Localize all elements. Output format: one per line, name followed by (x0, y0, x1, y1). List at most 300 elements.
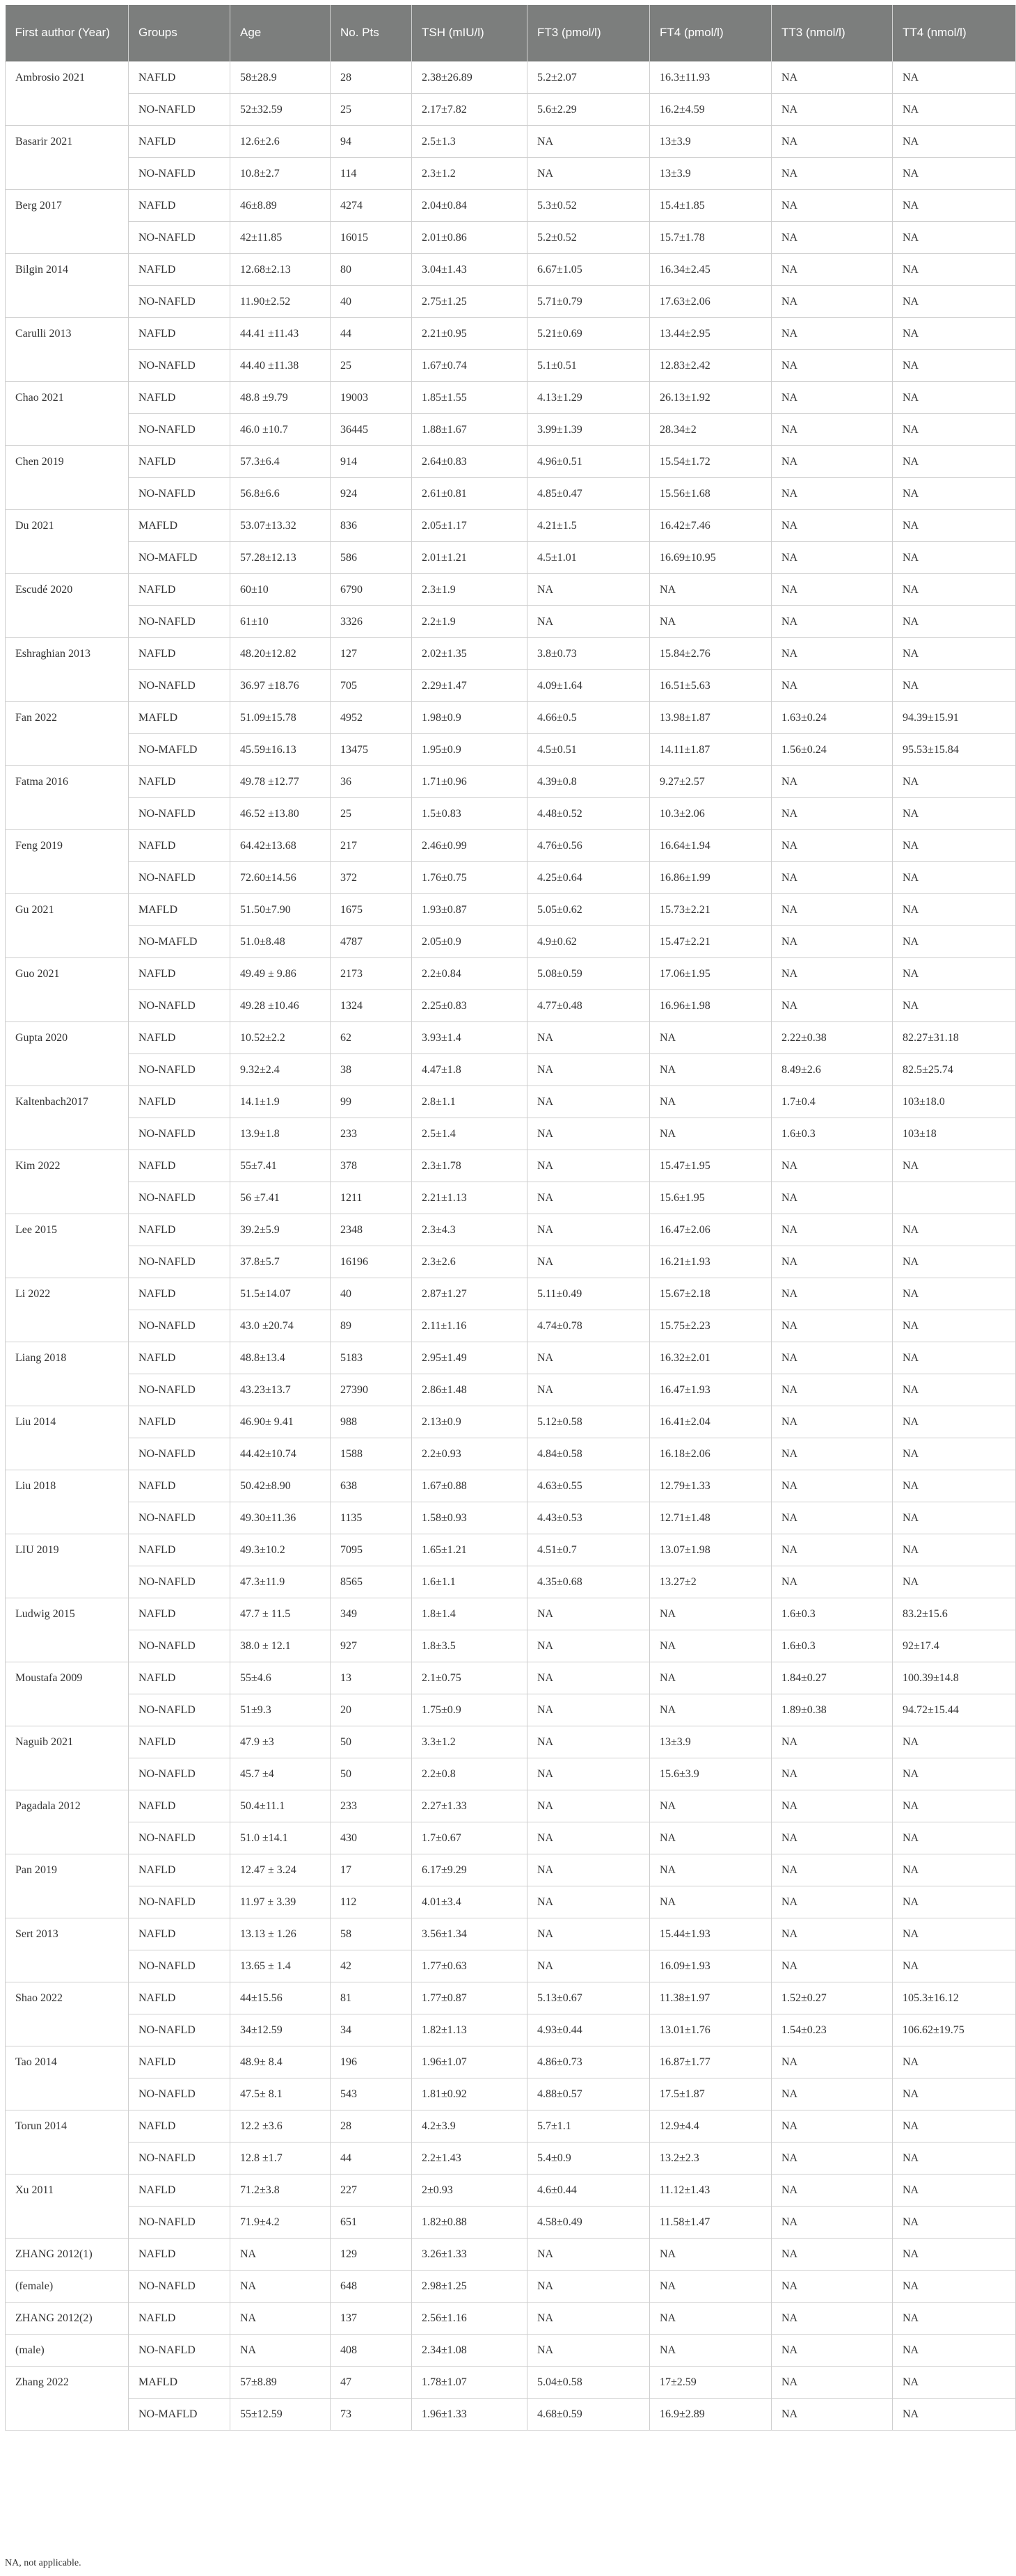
cell-ft4: 16.2±4.59 (650, 94, 772, 126)
cell-ft3: NA (527, 1726, 650, 1758)
cell-first-author: LIU 2019 (6, 1534, 129, 1598)
cell-tt3: NA (772, 350, 893, 382)
cell-age: 13.13 ± 1.26 (230, 1918, 331, 1950)
cell-tt3: NA (772, 1406, 893, 1438)
cell-ft3: NA (527, 1150, 650, 1182)
cell-ft3: 4.77±0.48 (527, 990, 650, 1022)
cell-ft4: 16.9±2.89 (650, 2399, 772, 2431)
cell-first-author: Feng 2019 (6, 830, 129, 894)
cell-ft4: NA (650, 2335, 772, 2367)
cell-first-author: Ludwig 2015 (6, 1598, 129, 1662)
cell-tsh: 2.3±2.6 (412, 1246, 527, 1278)
cell-groups: NO-NAFLD (129, 2271, 230, 2303)
cell-age: 9.32±2.4 (230, 1054, 331, 1086)
cell-tsh: 3.93±1.4 (412, 1022, 527, 1054)
cell-groups: NO-NAFLD (129, 1246, 230, 1278)
cell-tsh: 1.78±1.07 (412, 2367, 527, 2399)
table-row (6, 2014, 1016, 2046)
cell-ft3: NA (527, 1630, 650, 1662)
cell-ft3: 4.68±0.59 (527, 2399, 650, 2431)
table-row (6, 670, 1016, 702)
cell-no-pts: 227 (331, 2175, 412, 2207)
cell-tt4: NA (893, 190, 1016, 222)
cell-tt3: NA (772, 414, 893, 446)
cell-age: 46.52 ±13.80 (230, 798, 331, 830)
table-row (6, 1502, 1016, 1534)
cell-ft3: 5.13±0.67 (527, 1982, 650, 2014)
cell-ft4: 15.7±1.78 (650, 222, 772, 254)
cell-tt4: NA (893, 1278, 1016, 1310)
table-row (6, 1982, 1016, 2014)
cell-tsh: 1.93±0.87 (412, 894, 527, 926)
cell-tt4: NA (893, 1726, 1016, 1758)
cell-ft4: 16.34±2.45 (650, 254, 772, 286)
cell-groups: NAFLD (129, 1022, 230, 1054)
cell-ft3: NA (527, 1182, 650, 1214)
cell-ft4: 14.11±1.87 (650, 734, 772, 766)
cell-age: 48.20±12.82 (230, 638, 331, 670)
cell-groups: NAFLD (129, 1470, 230, 1502)
cell-ft4: 12.83±2.42 (650, 350, 772, 382)
cell-tsh: 2.11±1.16 (412, 1310, 527, 1342)
cell-ft4: 15.73±2.21 (650, 894, 772, 926)
cell-no-pts: 38 (331, 1054, 412, 1086)
cell-tsh: 2.34±1.08 (412, 2335, 527, 2367)
cell-tt4: 106.62±19.75 (893, 2014, 1016, 2046)
cell-ft3: 4.63±0.55 (527, 1470, 650, 1502)
table-row (6, 286, 1016, 318)
cell-age: 11.97 ± 3.39 (230, 1886, 331, 1918)
cell-no-pts: 36445 (331, 414, 412, 446)
cell-ft4: NA (650, 1086, 772, 1118)
cell-first-author: Fan 2022 (6, 702, 129, 766)
cell-tt3: NA (772, 958, 893, 990)
table-row (6, 1310, 1016, 1342)
cell-tt4: 94.72±15.44 (893, 1694, 1016, 1726)
cell-groups: NO-NAFLD (129, 1054, 230, 1086)
cell-ft4: 13.98±1.87 (650, 702, 772, 734)
cell-no-pts: 372 (331, 862, 412, 894)
cell-ft3: 4.13±1.29 (527, 382, 650, 414)
cell-ft4: 16.18±2.06 (650, 1438, 772, 1470)
cell-ft4: NA (650, 1694, 772, 1726)
cell-ft4: 11.58±1.47 (650, 2207, 772, 2239)
cell-tsh: 2.3±1.78 (412, 1150, 527, 1182)
cell-no-pts: 44 (331, 2142, 412, 2175)
cell-age: 47.7 ± 11.5 (230, 1598, 331, 1630)
cell-groups: NAFLD (129, 126, 230, 158)
cell-tt4: NA (893, 542, 1016, 574)
cell-no-pts: 2348 (331, 1214, 412, 1246)
cell-tsh: 1.75±0.9 (412, 1694, 527, 1726)
cell-first-author: Carulli 2013 (6, 318, 129, 382)
cell-ft4: 16.21±1.93 (650, 1246, 772, 1278)
cell-tsh: 3.3±1.2 (412, 1726, 527, 1758)
cell-groups: NAFLD (129, 1662, 230, 1694)
cell-no-pts: 34 (331, 2014, 412, 2046)
cell-tt4: NA (893, 1950, 1016, 1982)
cell-groups: NO-NAFLD (129, 350, 230, 382)
cell-age: 49.78 ±12.77 (230, 766, 331, 798)
cell-no-pts: 50 (331, 1726, 412, 1758)
cell-ft4: 12.71±1.48 (650, 1502, 772, 1534)
cell-first-author: Pagadala 2012 (6, 1790, 129, 1854)
cell-age: 46.90± 9.41 (230, 1406, 331, 1438)
cell-tt3: NA (772, 382, 893, 414)
cell-groups: NAFLD (129, 190, 230, 222)
cell-tt3: NA (772, 894, 893, 926)
cell-first-author: (male) (6, 2335, 129, 2367)
cell-tsh: 1.5±0.83 (412, 798, 527, 830)
table-row (6, 1022, 1016, 1054)
cell-no-pts: 651 (331, 2207, 412, 2239)
cell-tt3: NA (772, 1246, 893, 1278)
cell-ft3: NA (527, 1918, 650, 1950)
cell-tsh: 1.98±0.9 (412, 702, 527, 734)
cell-ft3: 4.5±0.51 (527, 734, 650, 766)
cell-no-pts: 1324 (331, 990, 412, 1022)
cell-no-pts: 1675 (331, 894, 412, 926)
cell-ft3: NA (527, 126, 650, 158)
cell-age: 10.52±2.2 (230, 1022, 331, 1054)
cell-age: 39.2±5.9 (230, 1214, 331, 1246)
cell-tt3: NA (772, 2110, 893, 2142)
table-row (6, 798, 1016, 830)
cell-groups: NO-NAFLD (129, 1118, 230, 1150)
cell-tsh: 2.27±1.33 (412, 1790, 527, 1822)
table-row (6, 1342, 1016, 1374)
cell-tt4: NA (893, 894, 1016, 926)
cell-tt4: NA (893, 2078, 1016, 2110)
cell-ft4: NA (650, 2271, 772, 2303)
cell-tsh: 2.61±0.81 (412, 478, 527, 510)
cell-ft3: NA (527, 1374, 650, 1406)
cell-ft3: 4.96±0.51 (527, 446, 650, 478)
cell-first-author: ZHANG 2012(1) (6, 2239, 129, 2271)
cell-ft4: 17.06±1.95 (650, 958, 772, 990)
table-row (6, 638, 1016, 670)
table-row (6, 1086, 1016, 1118)
table-row (6, 382, 1016, 414)
cell-tsh: 1.7±0.67 (412, 1822, 527, 1854)
cell-tsh: 1.8±3.5 (412, 1630, 527, 1662)
cell-tt3: NA (772, 798, 893, 830)
table-row (6, 1950, 1016, 1982)
cell-no-pts: 27390 (331, 1374, 412, 1406)
cell-age: 57.28±12.13 (230, 542, 331, 574)
cell-ft3: 5.7±1.1 (527, 2110, 650, 2142)
cell-ft4: NA (650, 1662, 772, 1694)
cell-first-author: Escudé 2020 (6, 574, 129, 638)
cell-ft3: 5.12±0.58 (527, 1406, 650, 1438)
table-row (6, 2078, 1016, 2110)
cell-age: 56 ±7.41 (230, 1182, 331, 1214)
cell-groups: MAFLD (129, 510, 230, 542)
cell-tt3: NA (772, 830, 893, 862)
cell-tt3: NA (772, 1950, 893, 1982)
table-row (6, 1182, 1016, 1214)
cell-tt3: NA (772, 1438, 893, 1470)
cell-ft3: 5.2±2.07 (527, 62, 650, 94)
cell-tt4: NA (893, 798, 1016, 830)
cell-first-author: Naguib 2021 (6, 1726, 129, 1790)
table-row (6, 1662, 1016, 1694)
cell-ft4: 13.07±1.98 (650, 1534, 772, 1566)
cell-no-pts: 42 (331, 1950, 412, 1982)
cell-tt4: NA (893, 286, 1016, 318)
cell-no-pts: 430 (331, 1822, 412, 1854)
cell-age: 60±10 (230, 574, 331, 606)
cell-tt3: NA (772, 2335, 893, 2367)
cell-no-pts: 81 (331, 1982, 412, 2014)
cell-age: 48.8±13.4 (230, 1342, 331, 1374)
cell-ft4: 15.56±1.68 (650, 478, 772, 510)
cell-tt3: NA (772, 2175, 893, 2207)
cell-tt3: NA (772, 478, 893, 510)
cell-ft3: 4.9±0.62 (527, 926, 650, 958)
cell-tsh: 2.5±1.4 (412, 1118, 527, 1150)
cell-ft4: 13±3.9 (650, 1726, 772, 1758)
table-row (6, 478, 1016, 510)
cell-groups: NAFLD (129, 446, 230, 478)
cell-tt3: NA (772, 2207, 893, 2239)
cell-tsh: 2.56±1.16 (412, 2303, 527, 2335)
cell-tt3: NA (772, 286, 893, 318)
cell-ft3: 3.8±0.73 (527, 638, 650, 670)
cell-tsh: 1.6±1.1 (412, 1566, 527, 1598)
cell-tt3: NA (772, 1566, 893, 1598)
cell-groups: NAFLD (129, 1918, 230, 1950)
cell-tt3: NA (772, 94, 893, 126)
cell-ft3: 5.3±0.52 (527, 190, 650, 222)
table-row (6, 1790, 1016, 1822)
cell-no-pts: 28 (331, 62, 412, 94)
cell-tt3: 1.56±0.24 (772, 734, 893, 766)
cell-tsh: 2.2±0.93 (412, 1438, 527, 1470)
cell-tt4: NA (893, 638, 1016, 670)
cell-groups: NAFLD (129, 2046, 230, 2078)
cell-first-author: ZHANG 2012(2) (6, 2303, 129, 2335)
cell-ft3: 4.74±0.78 (527, 1310, 650, 1342)
cell-tt4: 103±18 (893, 1118, 1016, 1150)
cell-tt3: 1.52±0.27 (772, 1982, 893, 2014)
cell-tt3: 1.54±0.23 (772, 2014, 893, 2046)
cell-first-author: Lee 2015 (6, 1214, 129, 1278)
cell-ft3: 5.1±0.51 (527, 350, 650, 382)
cell-ft4: NA (650, 2303, 772, 2335)
table-row (6, 1566, 1016, 1598)
cell-groups: NAFLD (129, 1342, 230, 1374)
cell-age: 51.50±7.90 (230, 894, 331, 926)
cell-tsh: 2.29±1.47 (412, 670, 527, 702)
cell-ft3: NA (527, 1598, 650, 1630)
cell-age: 72.60±14.56 (230, 862, 331, 894)
cell-ft4: 17±2.59 (650, 2367, 772, 2399)
cell-tt4: NA (893, 1886, 1016, 1918)
cell-no-pts: 19003 (331, 382, 412, 414)
cell-groups: NO-NAFLD (129, 990, 230, 1022)
cell-no-pts: 114 (331, 158, 412, 190)
table-row (6, 1054, 1016, 1086)
cell-no-pts: 927 (331, 1630, 412, 1662)
header-age: Age (230, 5, 331, 62)
cell-age: 51.0±8.48 (230, 926, 331, 958)
cell-age: 55±12.59 (230, 2399, 331, 2431)
table-row (6, 2271, 1016, 2303)
table-row (6, 2239, 1016, 2271)
cell-age: 55±7.41 (230, 1150, 331, 1182)
cell-tsh: 2.3±1.9 (412, 574, 527, 606)
cell-ft4: 16.64±1.94 (650, 830, 772, 862)
cell-tt3: NA (772, 1918, 893, 1950)
table-row (6, 1726, 1016, 1758)
cell-ft3: 5.21±0.69 (527, 318, 650, 350)
cell-groups: NAFLD (129, 1982, 230, 2014)
cell-ft4: 15.54±1.72 (650, 446, 772, 478)
cell-age: 12.8 ±1.7 (230, 2142, 331, 2175)
cell-first-author: Sert 2013 (6, 1918, 129, 1982)
cell-tsh: 2±0.93 (412, 2175, 527, 2207)
cell-first-author: Guo 2021 (6, 958, 129, 1022)
cell-groups: NO-NAFLD (129, 2335, 230, 2367)
cell-tt3: NA (772, 222, 893, 254)
cell-tsh: 2.01±1.21 (412, 542, 527, 574)
cell-tt3: NA (772, 126, 893, 158)
cell-tt4: NA (893, 926, 1016, 958)
cell-tt3: NA (772, 2239, 893, 2271)
cell-tsh: 2.05±1.17 (412, 510, 527, 542)
header-groups: Groups (129, 5, 230, 62)
cell-no-pts: 5183 (331, 1342, 412, 1374)
cell-age: 61±10 (230, 606, 331, 638)
cell-ft3: 5.6±2.29 (527, 94, 650, 126)
cell-age: 43.23±13.7 (230, 1374, 331, 1406)
cell-first-author: Liang 2018 (6, 1342, 129, 1406)
cell-no-pts: 40 (331, 1278, 412, 1310)
cell-ft3: NA (527, 2239, 650, 2271)
table-row (6, 734, 1016, 766)
cell-no-pts: 13475 (331, 734, 412, 766)
cell-age: 58±28.9 (230, 62, 331, 94)
cell-groups: NO-NAFLD (129, 1438, 230, 1470)
cell-groups: NO-NAFLD (129, 1694, 230, 1726)
cell-no-pts: 378 (331, 1150, 412, 1182)
cell-age: 47.9 ±3 (230, 1726, 331, 1758)
cell-age: 10.8±2.7 (230, 158, 331, 190)
cell-no-pts: 924 (331, 478, 412, 510)
cell-tt3: NA (772, 1342, 893, 1374)
cell-tt3: NA (772, 62, 893, 94)
cell-no-pts: 62 (331, 1022, 412, 1054)
cell-tsh: 2.3±4.3 (412, 1214, 527, 1246)
cell-tt4: NA (893, 1310, 1016, 1342)
cell-ft3: NA (527, 1854, 650, 1886)
cell-tt3: 1.84±0.27 (772, 1662, 893, 1694)
cell-groups: NO-NAFLD (129, 478, 230, 510)
cell-ft4: 16.42±7.46 (650, 510, 772, 542)
table-body (6, 62, 1016, 2431)
table-row (6, 62, 1016, 94)
cell-tsh: 4.2±3.9 (412, 2110, 527, 2142)
cell-ft3: 4.93±0.44 (527, 2014, 650, 2046)
table-row (6, 926, 1016, 958)
cell-tt3: NA (772, 190, 893, 222)
cell-ft3: NA (527, 158, 650, 190)
cell-tt3: NA (772, 542, 893, 574)
cell-ft3: 4.48±0.52 (527, 798, 650, 830)
cell-tsh: 2.3±1.2 (412, 158, 527, 190)
cell-ft4: NA (650, 574, 772, 606)
cell-tt3: NA (772, 2399, 893, 2431)
cell-groups: NO-NAFLD (129, 862, 230, 894)
cell-age: 44.40 ±11.38 (230, 350, 331, 382)
cell-tt3: NA (772, 2046, 893, 2078)
cell-first-author: (female) (6, 2271, 129, 2303)
cell-ft4: 11.38±1.97 (650, 1982, 772, 2014)
cell-tt4: NA (893, 862, 1016, 894)
cell-tsh: 2.1±0.75 (412, 1662, 527, 1694)
cell-ft4: 11.12±1.43 (650, 2175, 772, 2207)
cell-tsh: 1.82±1.13 (412, 2014, 527, 2046)
cell-tt3: NA (772, 1534, 893, 1566)
cell-tt3: NA (772, 606, 893, 638)
cell-groups: NAFLD (129, 62, 230, 94)
table-row (6, 1374, 1016, 1406)
cell-tt3: NA (772, 1502, 893, 1534)
cell-ft3: NA (527, 1118, 650, 1150)
cell-first-author: Xu 2011 (6, 2175, 129, 2239)
cell-age: 52±32.59 (230, 94, 331, 126)
cell-ft4: NA (650, 1598, 772, 1630)
header-first-author: First author (Year) (6, 5, 129, 62)
cell-groups: NO-MAFLD (129, 542, 230, 574)
cell-no-pts: 20 (331, 1694, 412, 1726)
cell-age: 12.6±2.6 (230, 126, 331, 158)
cell-ft3: 3.99±1.39 (527, 414, 650, 446)
cell-ft3: 4.43±0.53 (527, 1502, 650, 1534)
cell-no-pts: 543 (331, 2078, 412, 2110)
cell-tt4: NA (893, 1502, 1016, 1534)
cell-groups: NAFLD (129, 2110, 230, 2142)
cell-groups: NAFLD (129, 830, 230, 862)
cell-ft3: 4.35±0.68 (527, 1566, 650, 1598)
table-row (6, 2399, 1016, 2431)
cell-tt3: NA (772, 1214, 893, 1246)
cell-first-author: Kaltenbach2017 (6, 1086, 129, 1150)
cell-groups: MAFLD (129, 894, 230, 926)
cell-tt4: NA (893, 126, 1016, 158)
cell-no-pts: 233 (331, 1118, 412, 1150)
cell-age: 37.8±5.7 (230, 1246, 331, 1278)
cell-tsh: 2.04±0.84 (412, 190, 527, 222)
cell-tt4: NA (893, 2335, 1016, 2367)
cell-ft3: 4.86±0.73 (527, 2046, 650, 2078)
cell-age: NA (230, 2335, 331, 2367)
table-row (6, 1630, 1016, 1662)
cell-ft4: 9.27±2.57 (650, 766, 772, 798)
cell-ft4: 15.47±2.21 (650, 926, 772, 958)
cell-age: 38.0 ± 12.1 (230, 1630, 331, 1662)
table-row (6, 222, 1016, 254)
cell-tsh: 1.82±0.88 (412, 2207, 527, 2239)
cell-age: 44.42±10.74 (230, 1438, 331, 1470)
cell-ft3: 4.58±0.49 (527, 2207, 650, 2239)
cell-tt3: NA (772, 990, 893, 1022)
cell-first-author: Du 2021 (6, 510, 129, 574)
cell-tt4: NA (893, 478, 1016, 510)
cell-tt4: 103±18.0 (893, 1086, 1016, 1118)
cell-ft4: 16.47±2.06 (650, 1214, 772, 1246)
